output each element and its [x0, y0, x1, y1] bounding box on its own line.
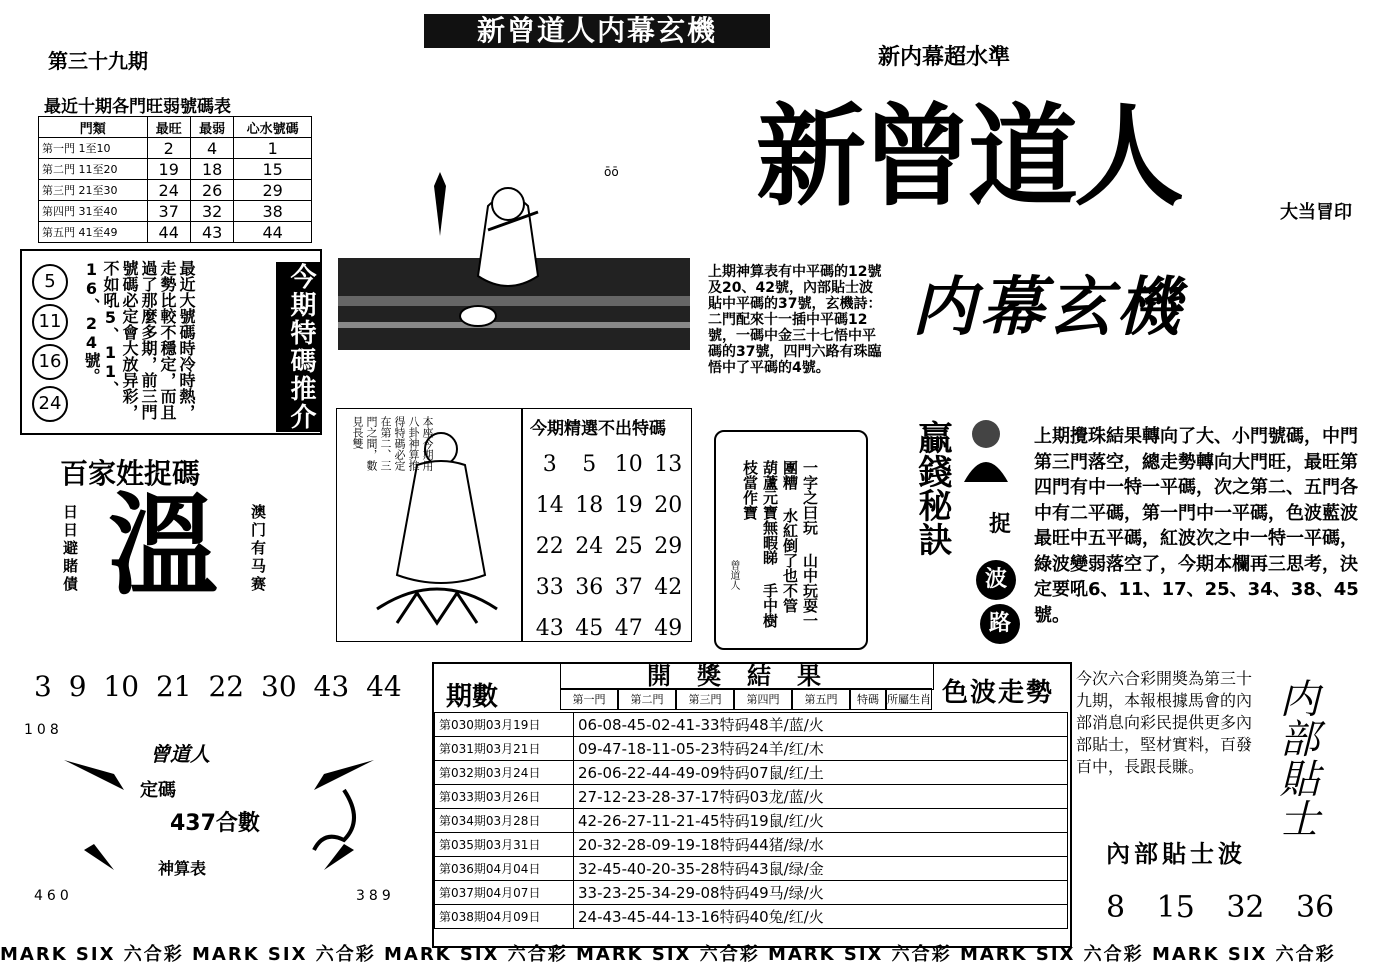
period-header: 期數: [446, 682, 499, 712]
stats-table: [38, 116, 312, 243]
stats-header: 門類: [39, 117, 148, 138]
right-vertical-text: 澳门有马赛: [249, 504, 267, 594]
selected-numbers-title: 今期精選不出特碼: [530, 419, 666, 439]
period-cell: 第038期04月09日: [435, 905, 574, 929]
number-cell: 45: [575, 616, 604, 641]
hundred-family-title: 百家姓捉碼: [60, 457, 201, 490]
number-cell: 14: [535, 493, 564, 518]
tag-right: 389: [356, 888, 395, 904]
draw-cell: 27-12-23-28-37-17特码03龙/蓝/火: [574, 785, 1068, 809]
number-cell: 47: [614, 616, 643, 641]
left-vertical-text: 日日避賭債: [61, 504, 79, 594]
draw-cell: 26-06-22-44-49-09特码07鼠/红/土: [574, 761, 1068, 785]
column-header: 特碼: [850, 688, 886, 710]
stats-header: 最旺: [147, 117, 190, 138]
analysis-text: 上期攪珠結果轉向了大、小門號碼，中門第三門落空，總走勢轉向大門旺，最旺第四門有中一特一平碼，次之第二、五門各中有二平碼，第一門中一平碼，色波藍波最旺中五平碼，紅波次之中一特一平碼，綠波變弱落空了，今期本欄再三思考，決定要吼6、11、17、25、34、38、45號。: [1034, 426, 1359, 626]
number-circle: 16: [32, 344, 68, 380]
number-cell: 33: [535, 575, 564, 600]
table-row: [435, 809, 1068, 833]
number-circle: 5: [32, 264, 68, 300]
number-cell: 5: [582, 452, 597, 477]
draw-cell: 09-47-18-11-05-23特码24羊/红/木: [574, 737, 1068, 761]
number-cell: 22: [535, 534, 564, 559]
tag-left: 460: [34, 888, 73, 904]
last-issue-review: 上期神算表有中平碼的12號及20、42號，內部貼士波貼中平碼的37號，玄機詩：二門配來十一插中平碼12號，一碼中金三十七悟中平碼的37號，四門六路有珠臨悟中了平碼的4號。: [708, 264, 882, 376]
svg-text:ōō: ōō: [604, 165, 619, 179]
column-header: 第三門: [676, 688, 734, 710]
sum-label: 437合數: [170, 811, 260, 836]
number-cell: 42: [654, 575, 683, 600]
fixed-code-label: 定碼: [140, 780, 176, 801]
tip-heading: 今期特碼推介: [276, 262, 320, 432]
surname-character: 溫: [108, 482, 218, 610]
table-row: [435, 785, 1068, 809]
number-cell: 19: [614, 493, 643, 518]
table-row: [39, 222, 312, 243]
number-cell: 18: [575, 493, 604, 518]
pick-cell: 1: [234, 138, 312, 159]
draw-cell: 20-32-28-09-19-18特码44猪/绿/水: [574, 833, 1068, 857]
column-header: 第五門: [792, 688, 850, 710]
period-cell: 第033期03月26日: [435, 785, 574, 809]
number-cell: 36: [575, 575, 604, 600]
column-header: 所屬生肖: [886, 688, 932, 710]
table-label: 神算表: [158, 859, 207, 878]
tip-text: 最近大號碼時冷時熱，走勢比較不穩定，而且過了那麼多期，前三門號碼必定會大放异彩，不如吼5、11、16、24號。: [82, 260, 196, 420]
number-cell: 13: [654, 452, 683, 477]
lucky-numbers: 3 9 10 21 22 30 43 44: [34, 670, 402, 703]
table-row: [435, 713, 1068, 737]
table-row: [435, 833, 1068, 857]
poem-text: 一字之曰玩 山中玩耍一團糟 水紅倒了也不管 葫蘆元寶無暇睇 手中樹枝當作寶: [741, 460, 819, 628]
cold-cell: 26: [190, 180, 233, 201]
footer-banner: MARK SIX 六合彩 MARK SIX 六合彩 MARK SIX 六合彩 MARK SIX 六合彩 MARK SIX 六合彩 MARK SIX 六合彩 MARK SIX 六合彩: [0, 944, 1336, 965]
table-row: [39, 138, 312, 159]
table-row: [435, 761, 1068, 785]
hot-cell: 2: [147, 138, 190, 159]
column-header: 第一門: [560, 688, 618, 710]
results-column-headers: [560, 688, 932, 710]
table-row: [39, 159, 312, 180]
table-row: [435, 737, 1068, 761]
row-label: 第三門 21至30: [39, 180, 148, 201]
number-cell: 25: [614, 534, 643, 559]
pick-cell: 38: [234, 201, 312, 222]
number-cell: 37: [614, 575, 643, 600]
insider-heading: 內部貼士波: [1106, 840, 1246, 868]
notice-text: 今次六合彩開奬為第三十九期，本報根據馬會的內部消息向彩民提供更多內部貼士，堅材實料，百發百中，長跟長賺。: [1076, 669, 1253, 776]
number-circle: 24: [32, 386, 68, 422]
road-label: 路: [980, 604, 1020, 644]
stats-header: 最弱: [190, 117, 233, 138]
results-title: 開獎結果: [560, 662, 934, 690]
period-cell: 第034期03月28日: [435, 809, 574, 833]
table-row: [39, 201, 312, 222]
number-cell: 24: [575, 534, 604, 559]
catch-label: 捉: [988, 512, 1011, 537]
portrait-icon: [960, 414, 1012, 482]
period-cell: 第036期04月04日: [435, 857, 574, 881]
cold-cell: 32: [190, 201, 233, 222]
brand-logo: 新曾道人: [756, 93, 1180, 221]
hot-cell: 19: [147, 159, 190, 180]
pick-cell: 15: [234, 159, 312, 180]
period-cell: 第032期03月24日: [435, 761, 574, 785]
page-title: 新曾道人内幕玄機: [424, 14, 770, 48]
table-row: [435, 905, 1068, 929]
issue-label: 第三十九期: [48, 49, 148, 73]
pick-cell: 29: [234, 180, 312, 201]
cold-cell: 18: [190, 159, 233, 180]
period-cell: 第031期03月21日: [435, 737, 574, 761]
row-label: 第一門 1至10: [39, 138, 148, 159]
brand-subtitle: 内幕玄機: [912, 271, 1184, 345]
number-cell: 3: [542, 452, 557, 477]
stats-caption: 最近十期各門旺弱號碼表: [44, 97, 231, 117]
insider-logo: 内部貼士: [1273, 678, 1319, 838]
results-table: [434, 712, 1068, 929]
subtitle: 新内幕超水準: [878, 45, 1011, 70]
road-text: 曾道人: [150, 742, 210, 766]
hot-cell: 24: [147, 180, 190, 201]
cold-cell: 4: [190, 138, 233, 159]
period-cell: 第035期03月31日: [435, 833, 574, 857]
insider-numbers: 8 15 32 36: [1106, 890, 1335, 925]
column-header: 第二門: [618, 688, 676, 710]
row-label: 第二門 11至20: [39, 159, 148, 180]
number-cell: 20: [654, 493, 683, 518]
number-cell: 49: [654, 616, 683, 641]
draw-cell: 24-43-45-44-13-16特码40兔/红/火: [574, 905, 1068, 929]
wave-label: 波: [976, 560, 1016, 600]
hot-cell: 44: [147, 222, 190, 243]
draw-cell: 06-08-45-02-41-33特码48羊/蓝/火: [574, 713, 1068, 737]
brand-print-label: 大当冒印: [1280, 202, 1352, 223]
table-row: [435, 857, 1068, 881]
selected-numbers-grid: [530, 444, 688, 649]
cold-cell: 43: [190, 222, 233, 243]
period-cell: 第030期03月19日: [435, 713, 574, 737]
number-circle: 11: [32, 304, 68, 340]
number-cell: 10: [614, 452, 643, 477]
table-row: [435, 881, 1068, 905]
period-cell: 第037期04月07日: [435, 881, 574, 905]
deity-caption: 本座今期用八卦神算推得特碼必定在第二、三門之間，數見長雙: [351, 416, 434, 471]
draw-cell: 32-45-40-20-35-28特码43鼠/绿/金: [574, 857, 1068, 881]
row-label: 第五門 41至49: [39, 222, 148, 243]
number-cell: 29: [654, 534, 683, 559]
win-money-title: 贏錢秘訣: [912, 420, 952, 556]
flute-player-illustration: [338, 146, 690, 350]
draw-cell: 33-23-25-34-29-08特码49马/绿/火: [574, 881, 1068, 905]
row-label: 第四門 31至40: [39, 201, 148, 222]
pick-cell: 44: [234, 222, 312, 243]
tag-top: 108: [24, 722, 63, 738]
column-header: 第四門: [734, 688, 792, 710]
poem-signature: 曾道人: [728, 560, 739, 590]
draw-cell: 42-26-27-11-21-45特码19鼠/红/火: [574, 809, 1068, 833]
hot-cell: 37: [147, 201, 190, 222]
table-row: [39, 180, 312, 201]
color-trend-header: 色波走勢: [942, 678, 1055, 708]
stats-header: 心水號碼: [234, 117, 312, 138]
number-cell: 43: [535, 616, 564, 641]
